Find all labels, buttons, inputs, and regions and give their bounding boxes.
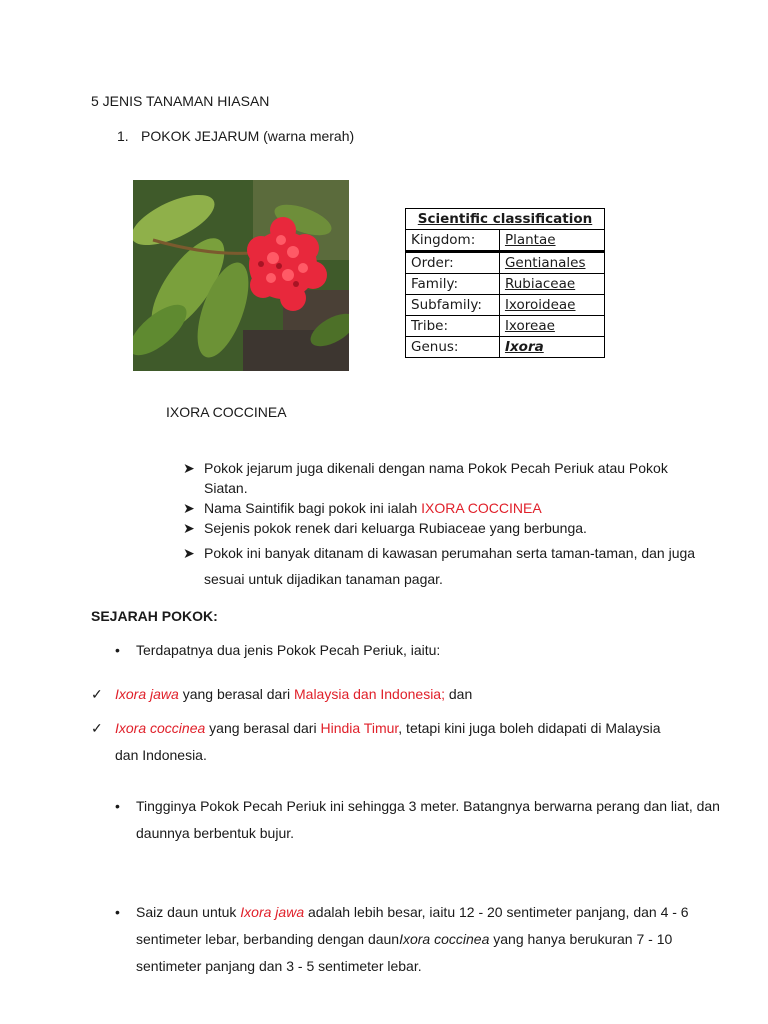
table-row	[406, 295, 605, 316]
check-text: , tetapi kini juga boleh didapati di Malaysia	[398, 720, 661, 736]
row-value: Rubiaceae	[499, 274, 604, 295]
check-item	[91, 715, 721, 769]
species-name: Ixora coccinea	[399, 931, 490, 947]
bullet-text: adalah lebih besar, iaitu 12 - 20 sentimeter panjang, dan 4 - 6 sentimeter lebar, berbanding dengan daun	[136, 904, 689, 947]
row-value: Ixora	[499, 337, 604, 358]
list-item	[181, 498, 711, 518]
fact-text: Pokok jejarum juga dikenali dengan nama Pokok Pecah Periuk atau Pokok Siatan.	[204, 460, 668, 496]
row-key: Subfamily:	[406, 295, 500, 316]
fact-text: Sejenis pokok renek dari keluarga Rubiaceae yang berbunga.	[204, 520, 587, 536]
bullet-item	[115, 642, 768, 658]
bullet-text: Terdapatnya dua jenis Pokok Pecah Periuk, iaitu:	[136, 642, 441, 658]
row-key: Kingdom:	[406, 230, 500, 252]
species-name: Ixora jawa	[240, 904, 305, 920]
arrow-bullet-icon: ➤	[183, 520, 195, 536]
bullet-item	[115, 793, 736, 847]
fact-text: Nama Saintifik bagi pokok ini ialah	[204, 500, 422, 516]
list-item	[181, 540, 711, 592]
row-value: Gentianales	[499, 252, 604, 274]
checkmark-icon: ✓	[91, 686, 103, 702]
arrow-bullet-icon: ➤	[183, 460, 195, 476]
bullet-dot-icon: •	[115, 798, 120, 814]
facts-list	[181, 458, 711, 592]
bullet-text: yang hanya berukuran 7 - 10 sentimeter panjang dan 3 - 5 sentimeter lebar.	[136, 931, 673, 974]
species-caption: IXORA COCCINEA	[166, 404, 287, 420]
check-text: yang berasal dari	[205, 720, 321, 736]
checkmark-icon: ✓	[91, 720, 103, 736]
bullet-dot-icon: •	[115, 904, 120, 920]
table-row	[406, 230, 605, 252]
table-row	[406, 274, 605, 295]
check-text-continued: dan Indonesia.	[115, 747, 207, 763]
bullet-text: Tingginya Pokok Pecah Periuk ini sehingga 3 meter. Batangnya berwarna perang dan liat, dan daunnya berbentuk bujur.	[136, 798, 720, 841]
bullet-dot-icon: •	[115, 642, 120, 658]
table-header: Scientific classification	[406, 209, 605, 230]
bullet-item	[115, 899, 736, 980]
row-key: Tribe:	[406, 316, 500, 337]
section-number: 1.	[117, 128, 129, 144]
document-title: 5 JENIS TANAMAN HIASAN	[91, 93, 270, 109]
origin-place: Malaysia dan Indonesia;	[294, 686, 445, 702]
row-value: Plantae	[499, 230, 604, 252]
check-text: yang berasal dari	[178, 686, 294, 702]
check-item	[91, 686, 472, 703]
section-label: POKOK JEJARUM (warna merah)	[141, 128, 355, 144]
table-row	[406, 337, 605, 358]
species-name: Ixora coccinea	[115, 720, 206, 736]
row-key: Family:	[406, 274, 500, 295]
origin-place: Hindia Timur	[320, 720, 399, 736]
row-value: Ixoreae	[499, 316, 604, 337]
list-item	[181, 458, 711, 498]
scientific-classification-table	[405, 208, 605, 358]
table-row	[406, 252, 605, 274]
row-key: Order:	[406, 252, 500, 274]
table-row	[406, 316, 605, 337]
bullet-text: Saiz daun untuk	[136, 904, 241, 920]
section-heading-1	[117, 128, 354, 144]
fact-text: Pokok ini banyak ditanam di kawasan perumahan serta taman-taman, dan juga sesuai untuk dijadikan tanaman pagar.	[204, 545, 696, 587]
flower-photo	[133, 180, 349, 371]
arrow-bullet-icon: ➤	[183, 545, 195, 561]
check-text: dan	[445, 686, 473, 702]
species-name: Ixora jawa	[115, 686, 179, 702]
section-heading-sejarah: SEJARAH POKOK:	[91, 608, 218, 624]
row-key: Genus:	[406, 337, 500, 358]
list-item	[181, 518, 711, 538]
scientific-name: IXORA COCCINEA	[421, 500, 542, 516]
arrow-bullet-icon: ➤	[183, 500, 195, 516]
row-value: Ixoroideae	[499, 295, 604, 316]
